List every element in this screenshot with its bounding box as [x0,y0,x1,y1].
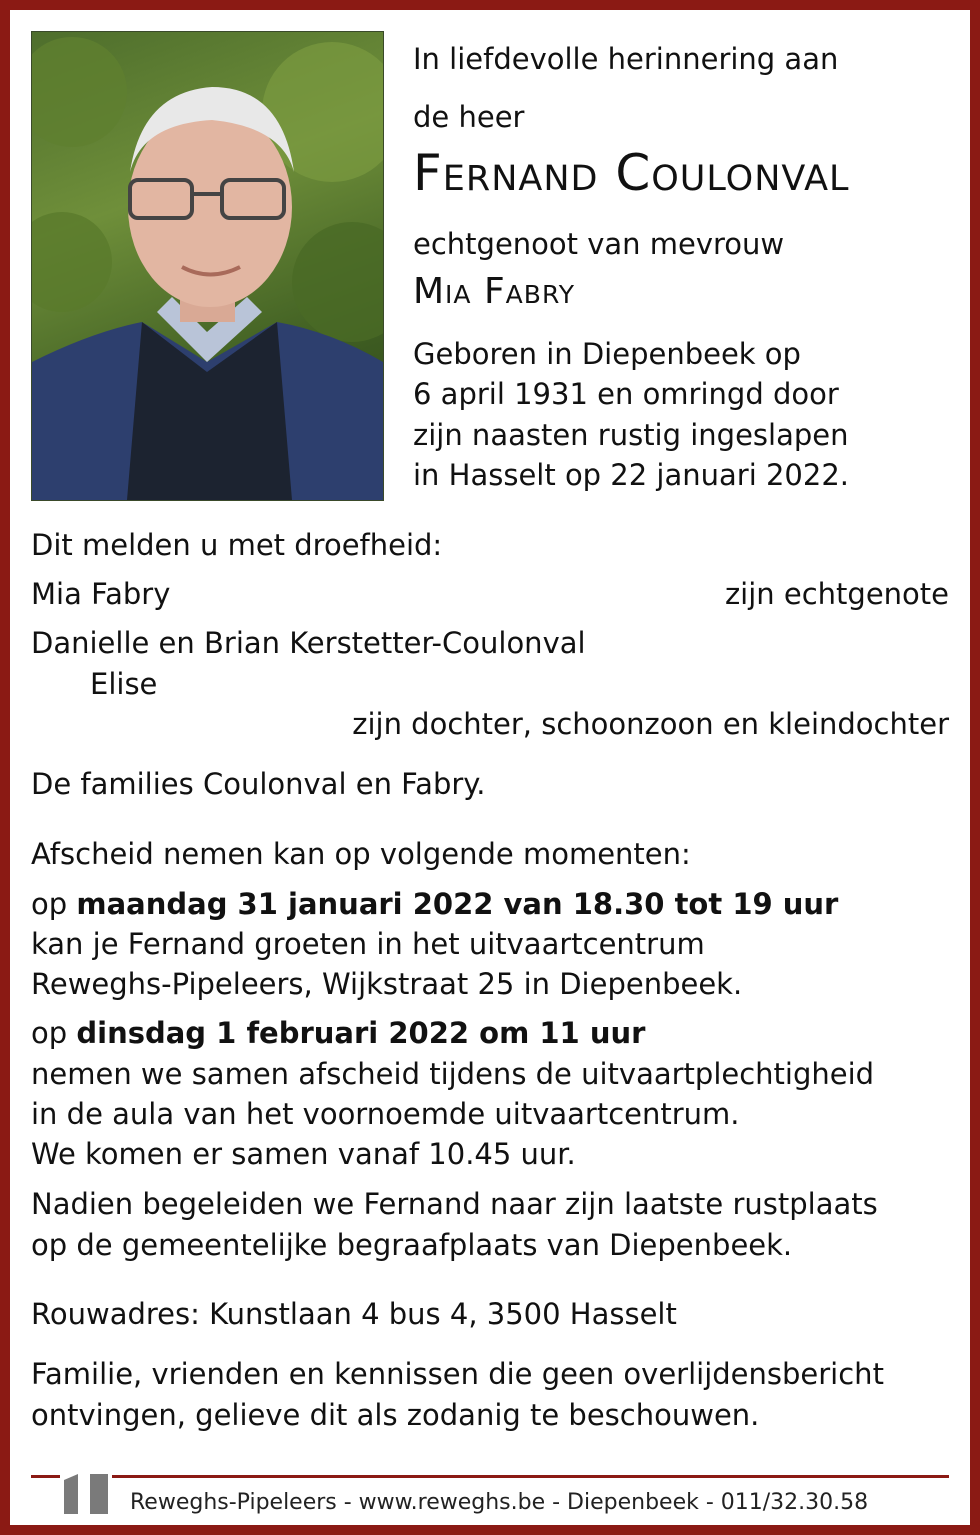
footer-divider [31,1475,949,1478]
portrait-illustration [32,32,383,500]
relative-name: Mia Fabry [31,577,171,611]
announce-intro: Dit melden u met droefheid: [31,528,443,562]
frame-border-bottom [0,1525,980,1535]
burial-line: op de gemeentelijke begraafplaats van Diepenbeek. [31,1228,793,1262]
moment-1-line: Reweghs-Pipeleers, Wijkstraat 25 in Diepenbeek. [31,967,743,1001]
moment-2-line: We komen er samen vanaf 10.45 uur. [31,1137,576,1171]
burial-line: Nadien begeleiden we Fernand naar zijn laatste rustplaats [31,1187,878,1221]
frame-border-top [0,0,980,10]
moment-2-date: dinsdag 1 februari 2022 om 11 uur [76,1016,646,1050]
memorial-intro: In liefdevolle herinnering aan [413,42,839,76]
moment-1-heading [31,887,839,921]
moment-2-prefix: op [31,1016,68,1050]
bio-line: zijn naasten rustig ingeslapen [413,418,849,452]
funeral-home-logo-icon [60,1470,112,1516]
relative-name: Danielle en Brian Kerstetter-Coulonval [31,626,586,660]
moment-2-line: nemen we samen afscheid tijdens de uitvaartplechtigheid [31,1057,875,1091]
portrait-photo [31,31,384,501]
relative-role: zijn dochter, schoonzoon en kleindochter [352,707,949,741]
bio-line: Geboren in Diepenbeek op [413,337,801,371]
relative-child: Elise [90,667,158,701]
closing-line: Familie, vrienden en kennissen die geen overlijdensbericht [31,1357,884,1391]
moment-2-heading [31,1016,646,1050]
bio-line: in Hasselt op 22 januari 2022. [413,458,850,492]
spouse-intro: echtgenoot van mevrouw [413,227,785,261]
moment-1-prefix: op [31,887,68,921]
moment-1-date: maandag 31 januari 2022 van 18.30 tot 19 uur [76,887,839,921]
spouse-name: Mia Fabry [413,271,575,312]
footer-contact: Reweghs-Pipeleers - www.reweghs.be - Diepenbeek - 011/32.30.58 [130,1490,869,1515]
deceased-name: Fernand Coulonval [413,144,850,202]
relative-role: zijn echtgenote [724,577,949,611]
frame-border-right [970,0,980,1535]
mourning-address: Rouwadres: Kunstlaan 4 bus 4, 3500 Hasselt [31,1297,677,1331]
frame-border-left [0,0,10,1535]
moment-1-line: kan je Fernand groeten in het uitvaartcentrum [31,927,705,961]
moment-2-line: in de aula van het voornoemde uitvaartcentrum. [31,1097,740,1131]
title-prefix: de heer [413,100,525,134]
bio-line: 6 april 1931 en omringd door [413,377,839,411]
families-line: De families Coulonval en Fabry. [31,767,486,801]
moments-intro: Afscheid nemen kan op volgende momenten: [31,837,691,871]
closing-line: ontvingen, gelieve dit als zodanig te beschouwen. [31,1398,760,1432]
